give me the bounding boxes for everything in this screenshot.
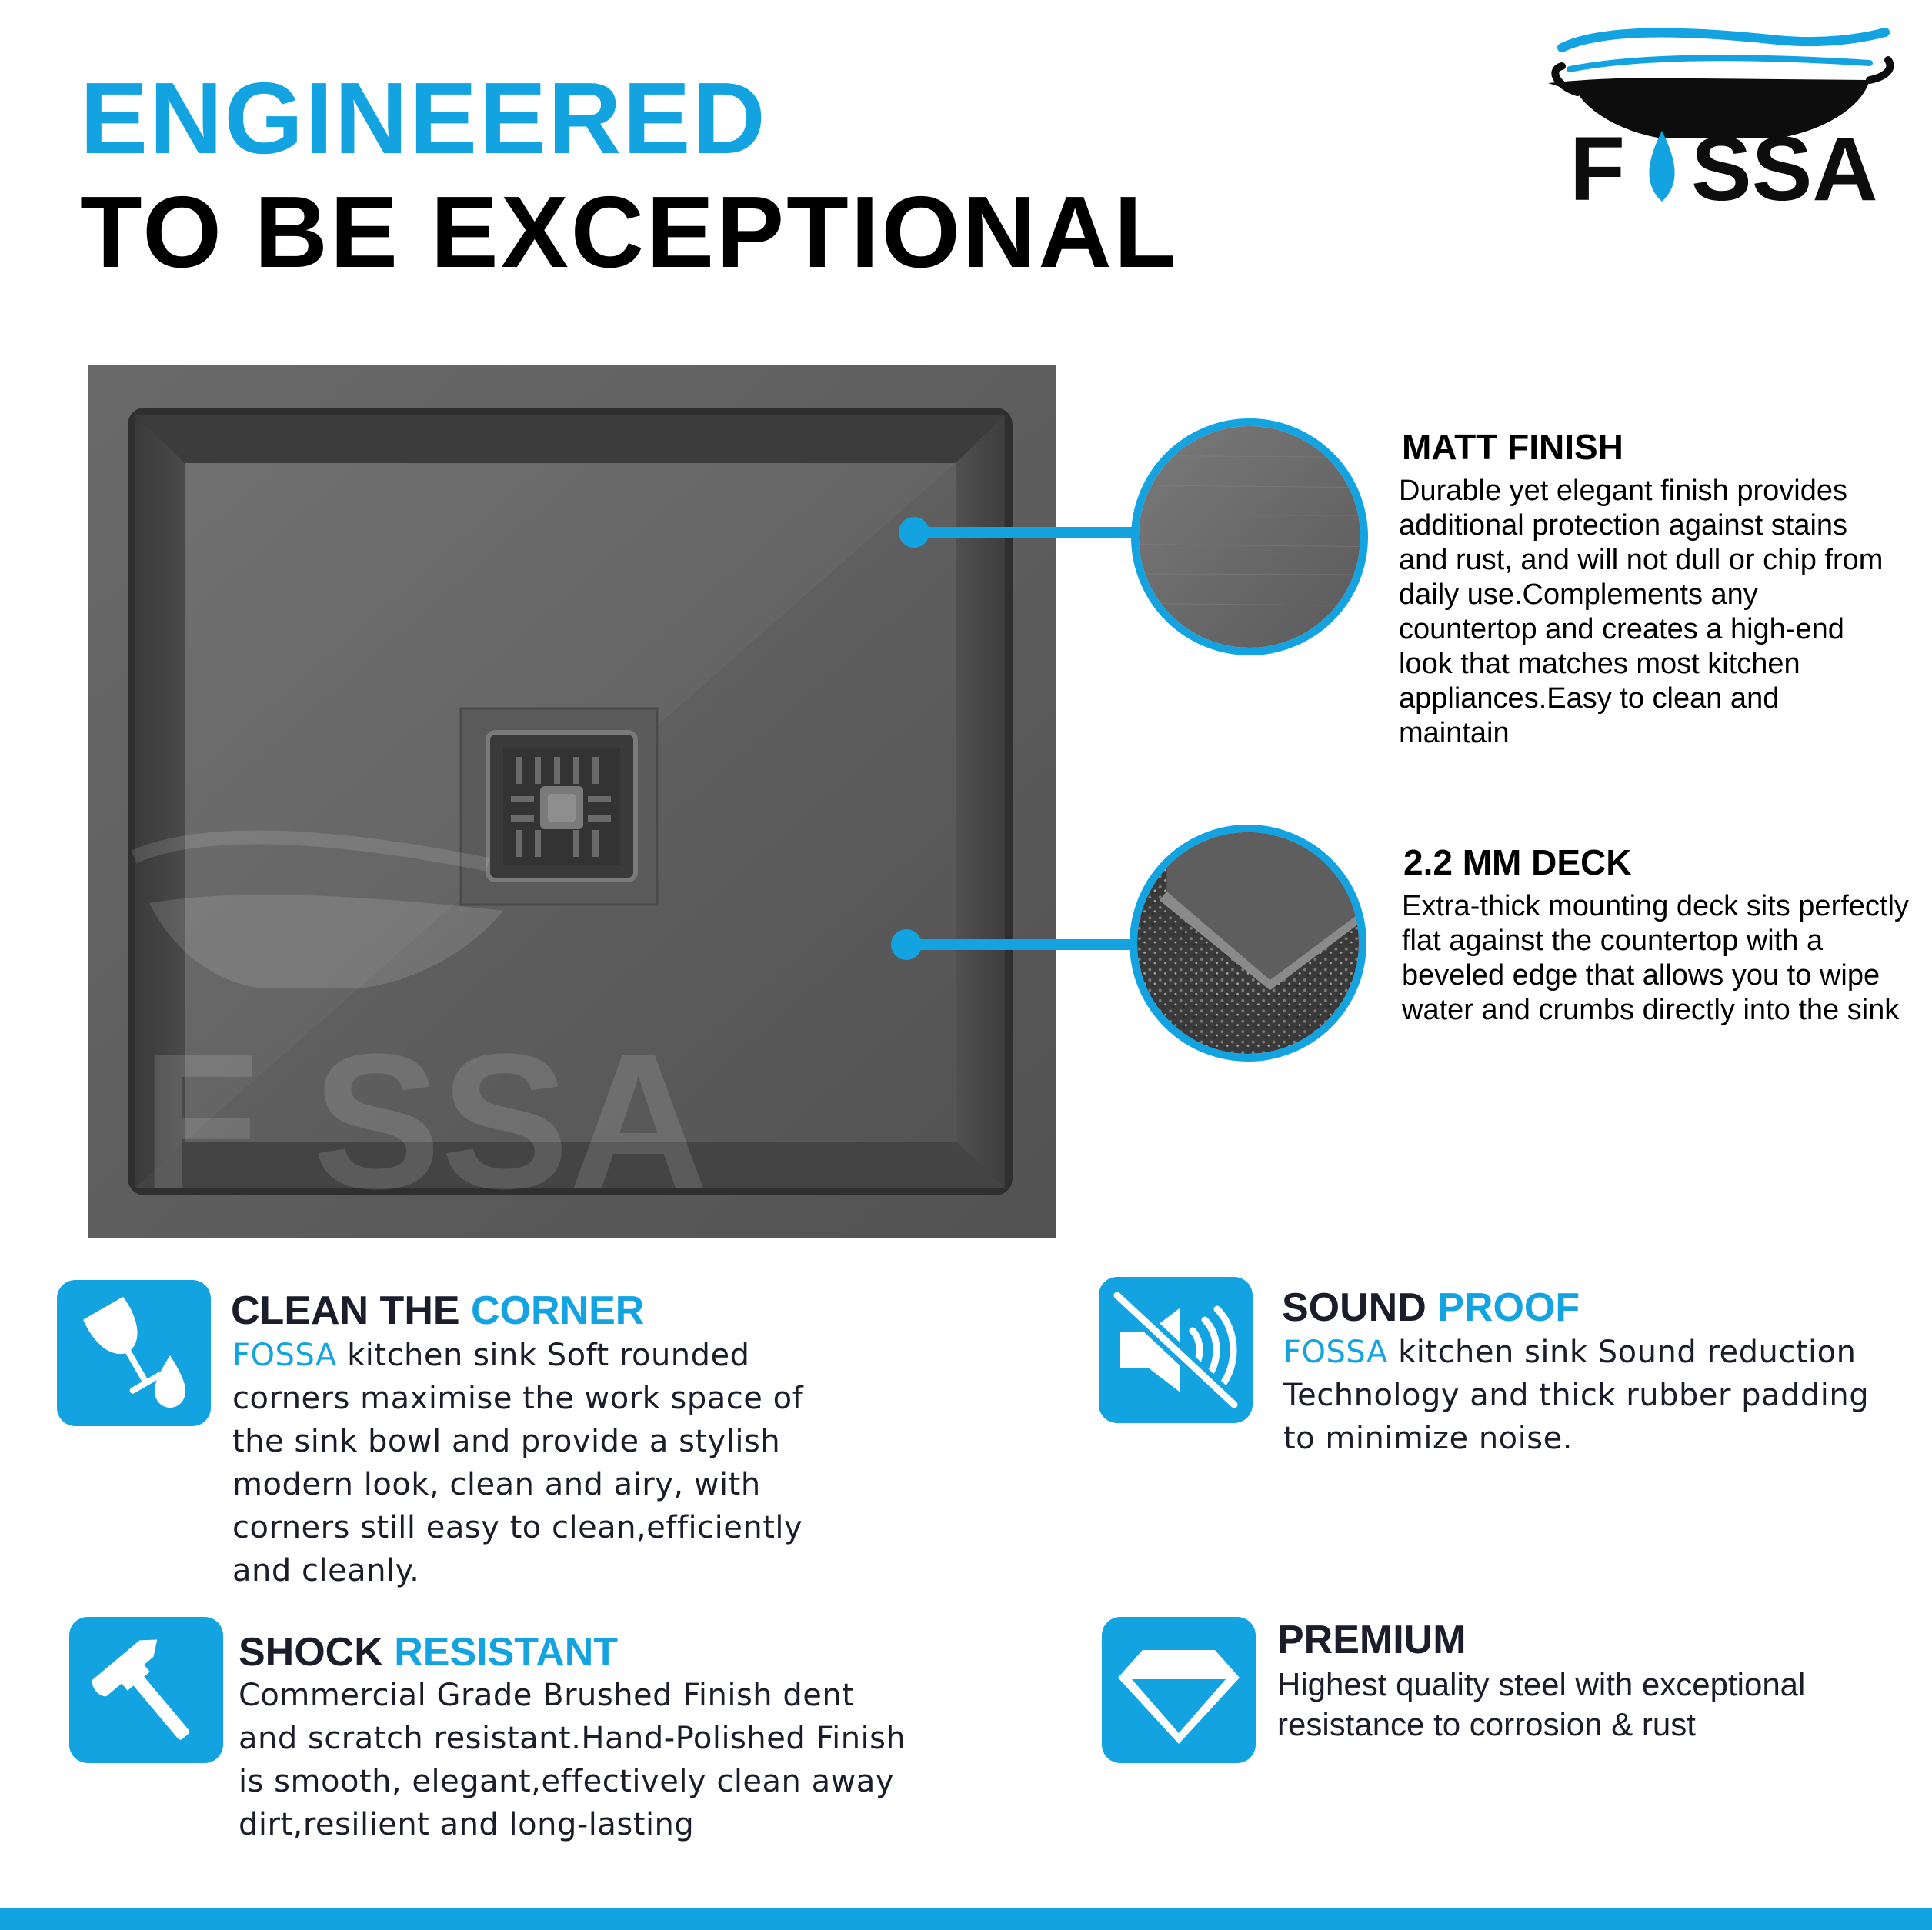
speaker-muted-icon [1106,1285,1245,1415]
clean-corner-body [232,1334,840,1592]
premium-icon-box [1102,1617,1256,1763]
premium-title: PREMIUM [1277,1618,1467,1662]
shock-resistant-title-a: SHOCK [239,1630,395,1675]
diamond-icon [1113,1628,1244,1752]
sound-proof-brand: FOSSA [1283,1335,1388,1370]
premium-body: Highest quality steel with exceptional resistance to corrosion & rust [1277,1666,1806,1742]
sound-proof-title-b: PROOF [1437,1285,1580,1330]
sound-proof-body [1283,1331,1891,1460]
wine-glass-drop-icon [68,1288,199,1418]
deck-body: Extra-thick mounting deck sits perfectly flat against the countertop with a beveled edge that allows you to wipe water and crumbs directly into the sink [1402,890,1909,1026]
shock-resistant-title-b: RESISTANT [394,1630,619,1675]
clean-corner-text: kitchen sink Soft rounded corners maximise the work space of the sink bowl and provide a stylish modern look, clean and airy, with corners still easy to clean,efficiently and cleanly. [232,1338,804,1588]
shock-resistant-icon-box [69,1617,223,1763]
watermark-text: F SSA [142,1014,709,1228]
clean-corner-brand: FOSSA [232,1338,337,1373]
heading-line-2: TO BE EXCEPTIONAL [80,175,1179,288]
shock-resistant-title [239,1631,618,1675]
sound-proof-title [1282,1286,1580,1330]
matt-finish-circle [1131,418,1368,655]
heading-line-1: ENGINEERED [80,62,767,175]
logo-letter-f: F [1570,118,1626,215]
sound-proof-icon-box [1099,1277,1253,1423]
callout-line-deck [906,939,1137,950]
fossa-logo [1547,23,1900,215]
matt-finish-body: Durable yet elegant finish provides additional protection against stains and rust, and will not dull or chip from daily use.Complements any countertop and creates a high-end look that matches most kitchen appliances.Easy to clean and maintain [1399,475,1884,749]
sound-proof-text: kitchen sink Sound reduction Technology and thick rubber padding to minimize noise. [1283,1335,1870,1456]
deck-circle [1130,825,1366,1062]
callout-line-matt [914,527,1137,538]
clean-corner-title-a: CLEAN THE [231,1288,471,1333]
clean-corner-icon-box [57,1280,211,1426]
deck-title: 2.2 MM DECK [1403,842,1632,882]
logo-letters-ssa: SSA [1691,118,1878,215]
sink-image [88,365,1056,1238]
hammer-icon [81,1625,212,1755]
clean-corner-title-b: CORNER [471,1288,645,1333]
matt-finish-title: MATT FINISH [1402,427,1623,467]
clean-corner-title [231,1289,644,1333]
shock-resistant-body: Commercial Grade Brushed Finish dent and scratch resistant.Hand-Polished Finish is smooth, elegant,effectively clean away dirt,resilient and long-lasting [239,1678,906,1842]
bathtub-logo-icon [1547,23,1900,215]
sound-proof-title-a: SOUND [1282,1285,1438,1330]
bottom-accent-bar [0,1908,1932,1930]
